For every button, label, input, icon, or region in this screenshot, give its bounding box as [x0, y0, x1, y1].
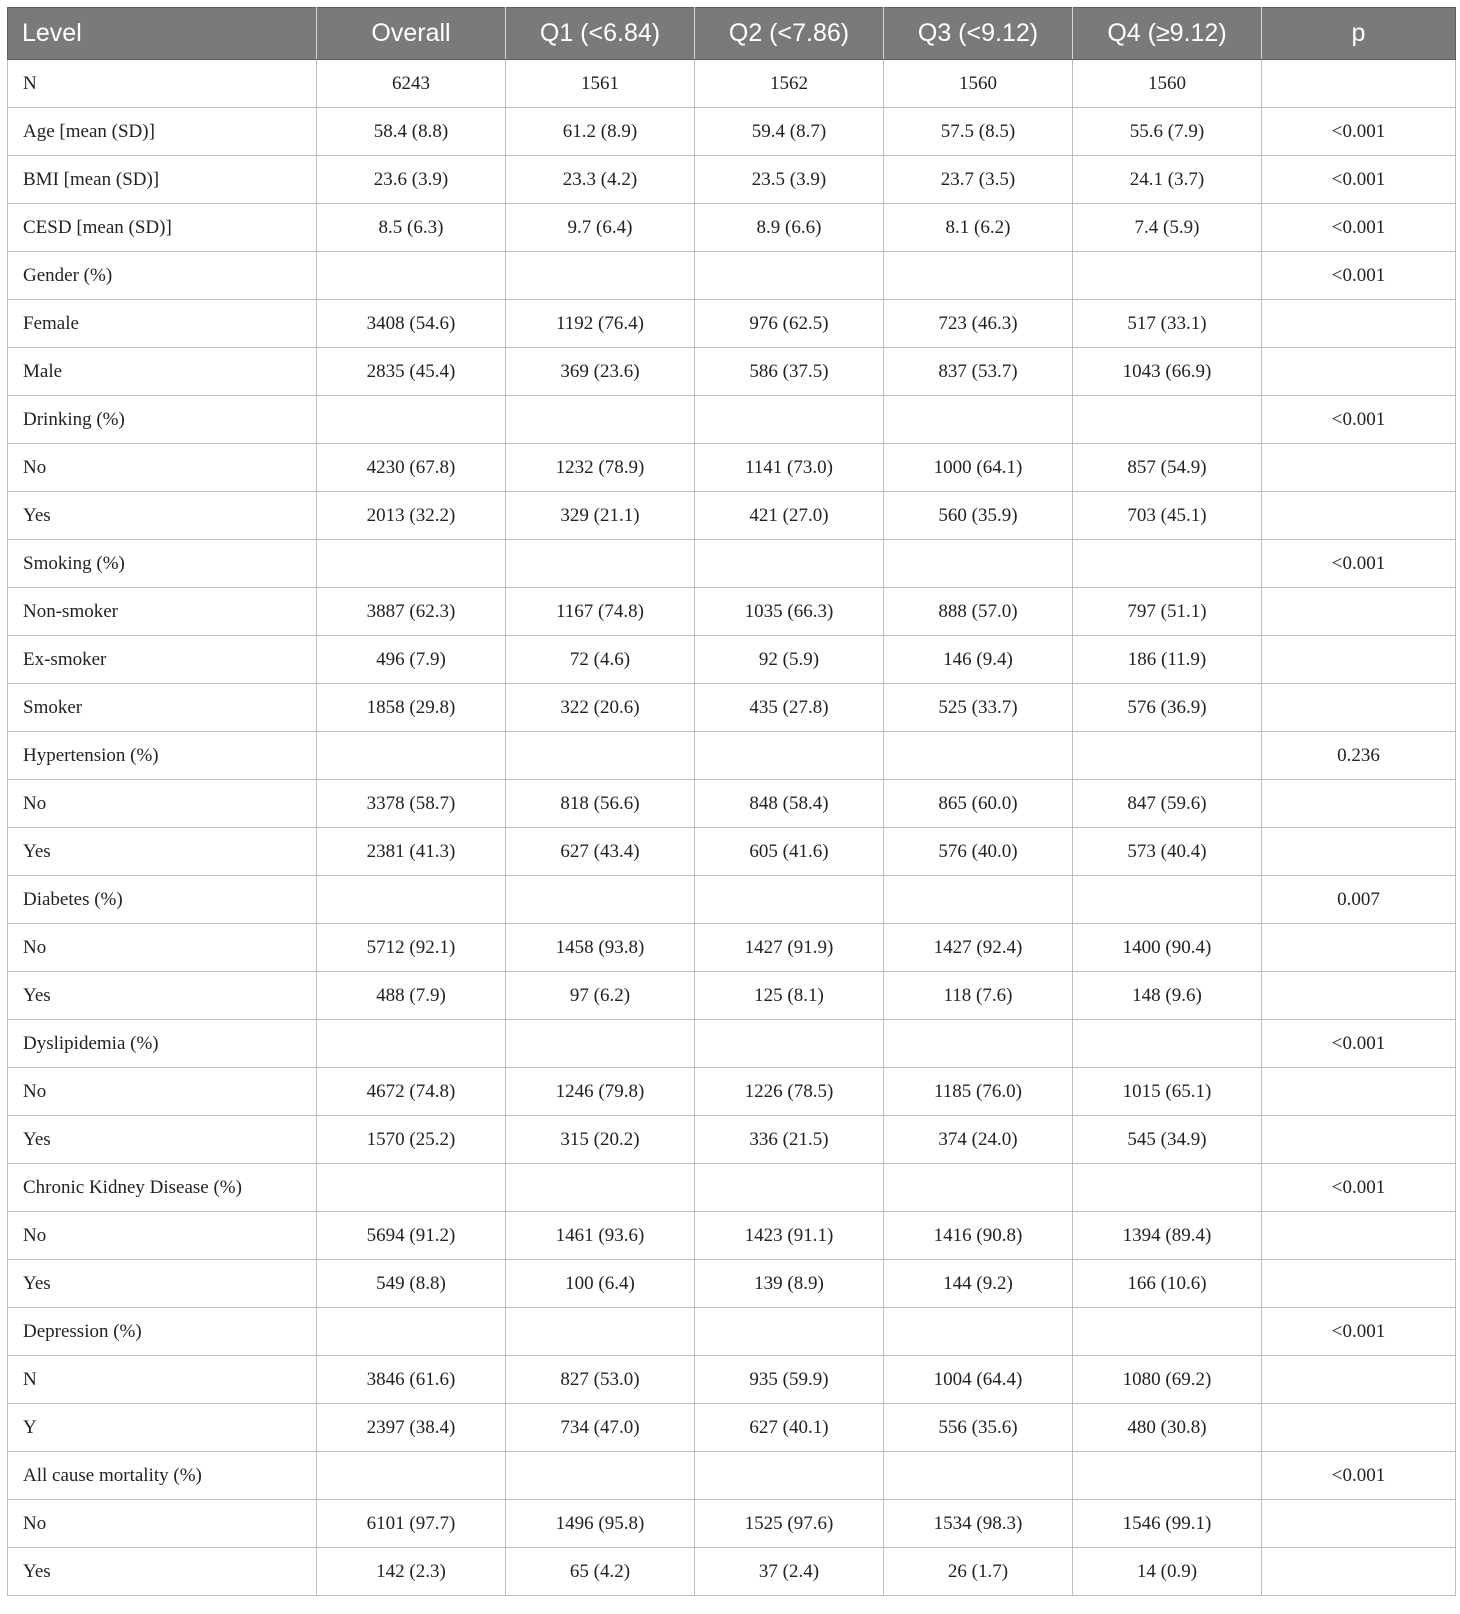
- cell-overall: 3887 (62.3): [317, 588, 506, 636]
- row-label: Yes: [8, 1548, 317, 1596]
- cell-p-value: 0.007: [1262, 876, 1456, 924]
- cell-p-value: <0.001: [1262, 156, 1456, 204]
- cell-p-value: [1262, 924, 1456, 972]
- cell-q2: [695, 1452, 884, 1500]
- table-row: [8, 636, 1456, 684]
- cell-q3: [884, 1020, 1073, 1068]
- cell-p-value: [1262, 444, 1456, 492]
- cell-q2: 92 (5.9): [695, 636, 884, 684]
- row-label: No: [8, 1068, 317, 1116]
- cell-q1: [506, 732, 695, 780]
- cell-q3: 556 (35.6): [884, 1404, 1073, 1452]
- cell-q3: [884, 876, 1073, 924]
- table-row: [8, 972, 1456, 1020]
- cell-q1: 818 (56.6): [506, 780, 695, 828]
- cell-overall: 6101 (97.7): [317, 1500, 506, 1548]
- cell-p-value: 0.236: [1262, 732, 1456, 780]
- cell-q1: 65 (4.2): [506, 1548, 695, 1596]
- cell-q2: [695, 1020, 884, 1068]
- cell-q3: 1004 (64.4): [884, 1356, 1073, 1404]
- table-row: [8, 1308, 1456, 1356]
- cell-q4: 480 (30.8): [1073, 1404, 1262, 1452]
- row-label: All cause mortality (%): [8, 1452, 317, 1500]
- row-label: Yes: [8, 1116, 317, 1164]
- table-row: [8, 252, 1456, 300]
- cell-q3: 8.1 (6.2): [884, 204, 1073, 252]
- cell-q2: [695, 1164, 884, 1212]
- cell-q3: [884, 396, 1073, 444]
- cell-q4: 1015 (65.1): [1073, 1068, 1262, 1116]
- cell-q3: 23.7 (3.5): [884, 156, 1073, 204]
- cell-q3: 144 (9.2): [884, 1260, 1073, 1308]
- row-label: N: [8, 60, 317, 108]
- cell-q1: 1458 (93.8): [506, 924, 695, 972]
- baseline-characteristics-table: [7, 7, 1456, 1596]
- cell-overall: 1570 (25.2): [317, 1116, 506, 1164]
- cell-overall: [317, 1452, 506, 1500]
- table-row: [8, 780, 1456, 828]
- cell-q1: 734 (47.0): [506, 1404, 695, 1452]
- cell-q4: [1073, 1452, 1262, 1500]
- row-label: Y: [8, 1404, 317, 1452]
- row-label: Yes: [8, 492, 317, 540]
- cell-p-value: <0.001: [1262, 1020, 1456, 1068]
- row-label: Chronic Kidney Disease (%): [8, 1164, 317, 1212]
- table-row: [8, 1212, 1456, 1260]
- cell-q1: 9.7 (6.4): [506, 204, 695, 252]
- cell-p-value: [1262, 60, 1456, 108]
- row-label: Gender (%): [8, 252, 317, 300]
- cell-q4: 7.4 (5.9): [1073, 204, 1262, 252]
- cell-q2: 59.4 (8.7): [695, 108, 884, 156]
- cell-q3: 1000 (64.1): [884, 444, 1073, 492]
- cell-q4: 1400 (90.4): [1073, 924, 1262, 972]
- cell-overall: 6243: [317, 60, 506, 108]
- table-row: [8, 204, 1456, 252]
- table-row: [8, 1356, 1456, 1404]
- table-row: [8, 876, 1456, 924]
- cell-q2: 627 (40.1): [695, 1404, 884, 1452]
- cell-q1: 1167 (74.8): [506, 588, 695, 636]
- row-label: Yes: [8, 972, 317, 1020]
- cell-overall: 2397 (38.4): [317, 1404, 506, 1452]
- row-label: Dyslipidemia (%): [8, 1020, 317, 1068]
- column-header-q2: Q2 (<7.86): [695, 8, 884, 60]
- column-header-level: Level: [8, 8, 317, 60]
- cell-p-value: [1262, 1356, 1456, 1404]
- cell-overall: 1858 (29.8): [317, 684, 506, 732]
- cell-q1: [506, 396, 695, 444]
- row-label: Yes: [8, 828, 317, 876]
- cell-overall: [317, 252, 506, 300]
- cell-overall: 8.5 (6.3): [317, 204, 506, 252]
- cell-q1: 1461 (93.6): [506, 1212, 695, 1260]
- cell-overall: 496 (7.9): [317, 636, 506, 684]
- row-label: No: [8, 1212, 317, 1260]
- cell-p-value: [1262, 780, 1456, 828]
- cell-q4: [1073, 732, 1262, 780]
- row-label: BMI [mean (SD)]: [8, 156, 317, 204]
- row-label: CESD [mean (SD)]: [8, 204, 317, 252]
- cell-overall: [317, 396, 506, 444]
- cell-overall: [317, 732, 506, 780]
- column-header-p: p: [1262, 8, 1456, 60]
- row-label: No: [8, 1500, 317, 1548]
- table-row: [8, 924, 1456, 972]
- row-label: Ex-smoker: [8, 636, 317, 684]
- cell-q1: 1192 (76.4): [506, 300, 695, 348]
- cell-q2: 1226 (78.5): [695, 1068, 884, 1116]
- cell-overall: 23.6 (3.9): [317, 156, 506, 204]
- cell-overall: 488 (7.9): [317, 972, 506, 1020]
- table-header: [8, 8, 1456, 60]
- cell-overall: 2381 (41.3): [317, 828, 506, 876]
- cell-q1: [506, 1308, 695, 1356]
- cell-q2: 1562: [695, 60, 884, 108]
- cell-q3: 723 (46.3): [884, 300, 1073, 348]
- cell-overall: [317, 1164, 506, 1212]
- cell-q4: 545 (34.9): [1073, 1116, 1262, 1164]
- column-header-q4: Q4 (≥9.12): [1073, 8, 1262, 60]
- cell-q4: 1043 (66.9): [1073, 348, 1262, 396]
- cell-q2: [695, 252, 884, 300]
- cell-p-value: [1262, 828, 1456, 876]
- cell-q3: 26 (1.7): [884, 1548, 1073, 1596]
- row-label: Yes: [8, 1260, 317, 1308]
- table-row: [8, 156, 1456, 204]
- cell-q4: [1073, 396, 1262, 444]
- cell-p-value: [1262, 300, 1456, 348]
- table-row: [8, 1500, 1456, 1548]
- table-row: [8, 1404, 1456, 1452]
- cell-q1: [506, 540, 695, 588]
- cell-q1: 23.3 (4.2): [506, 156, 695, 204]
- cell-q4: [1073, 1164, 1262, 1212]
- cell-q3: 1427 (92.4): [884, 924, 1073, 972]
- cell-q1: 369 (23.6): [506, 348, 695, 396]
- cell-q1: [506, 1452, 695, 1500]
- cell-p-value: <0.001: [1262, 108, 1456, 156]
- cell-q1: [506, 1020, 695, 1068]
- row-label: Hypertension (%): [8, 732, 317, 780]
- row-label: Female: [8, 300, 317, 348]
- table-row: [8, 1020, 1456, 1068]
- row-label: Male: [8, 348, 317, 396]
- row-label: No: [8, 780, 317, 828]
- cell-q3: 1560: [884, 60, 1073, 108]
- table-row: [8, 108, 1456, 156]
- cell-q1: [506, 252, 695, 300]
- cell-overall: 2013 (32.2): [317, 492, 506, 540]
- cell-p-value: <0.001: [1262, 396, 1456, 444]
- cell-q4: [1073, 876, 1262, 924]
- cell-q3: [884, 1452, 1073, 1500]
- cell-q4: 1080 (69.2): [1073, 1356, 1262, 1404]
- cell-q4: 703 (45.1): [1073, 492, 1262, 540]
- cell-p-value: [1262, 1116, 1456, 1164]
- cell-q3: 118 (7.6): [884, 972, 1073, 1020]
- cell-p-value: <0.001: [1262, 1308, 1456, 1356]
- cell-p-value: [1262, 492, 1456, 540]
- cell-q1: [506, 876, 695, 924]
- cell-q3: [884, 1308, 1073, 1356]
- cell-p-value: [1262, 1212, 1456, 1260]
- cell-q4: 166 (10.6): [1073, 1260, 1262, 1308]
- cell-overall: 2835 (45.4): [317, 348, 506, 396]
- cell-overall: [317, 1020, 506, 1068]
- cell-q2: [695, 396, 884, 444]
- cell-q2: 336 (21.5): [695, 1116, 884, 1164]
- cell-q3: [884, 252, 1073, 300]
- cell-p-value: [1262, 684, 1456, 732]
- row-label: Smoker: [8, 684, 317, 732]
- cell-overall: 142 (2.3): [317, 1548, 506, 1596]
- cell-q1: 627 (43.4): [506, 828, 695, 876]
- cell-q1: 100 (6.4): [506, 1260, 695, 1308]
- table-row: [8, 444, 1456, 492]
- cell-p-value: [1262, 588, 1456, 636]
- table-row: [8, 588, 1456, 636]
- row-label: No: [8, 924, 317, 972]
- cell-q4: 797 (51.1): [1073, 588, 1262, 636]
- table-row: [8, 828, 1456, 876]
- cell-q2: 435 (27.8): [695, 684, 884, 732]
- table-row: [8, 1068, 1456, 1116]
- row-label: No: [8, 444, 317, 492]
- cell-q3: 1534 (98.3): [884, 1500, 1073, 1548]
- cell-q2: 1423 (91.1): [695, 1212, 884, 1260]
- cell-overall: 3378 (58.7): [317, 780, 506, 828]
- row-label: Diabetes (%): [8, 876, 317, 924]
- cell-q1: 1496 (95.8): [506, 1500, 695, 1548]
- cell-q2: 605 (41.6): [695, 828, 884, 876]
- cell-q3: 560 (35.9): [884, 492, 1073, 540]
- cell-q4: 24.1 (3.7): [1073, 156, 1262, 204]
- cell-p-value: [1262, 1548, 1456, 1596]
- column-header-q3: Q3 (<9.12): [884, 8, 1073, 60]
- cell-p-value: <0.001: [1262, 1164, 1456, 1212]
- cell-overall: 5694 (91.2): [317, 1212, 506, 1260]
- cell-overall: 4672 (74.8): [317, 1068, 506, 1116]
- cell-q2: 139 (8.9): [695, 1260, 884, 1308]
- cell-q4: 1560: [1073, 60, 1262, 108]
- cell-q1: 1246 (79.8): [506, 1068, 695, 1116]
- cell-p-value: <0.001: [1262, 252, 1456, 300]
- cell-overall: [317, 876, 506, 924]
- cell-q1: 329 (21.1): [506, 492, 695, 540]
- cell-q4: 55.6 (7.9): [1073, 108, 1262, 156]
- table-row: [8, 1260, 1456, 1308]
- cell-p-value: [1262, 1404, 1456, 1452]
- row-label: Depression (%): [8, 1308, 317, 1356]
- cell-q3: 576 (40.0): [884, 828, 1073, 876]
- cell-overall: 5712 (92.1): [317, 924, 506, 972]
- cell-q3: 1185 (76.0): [884, 1068, 1073, 1116]
- cell-p-value: [1262, 1068, 1456, 1116]
- cell-p-value: [1262, 972, 1456, 1020]
- cell-overall: [317, 1308, 506, 1356]
- cell-q2: [695, 876, 884, 924]
- cell-q2: 37 (2.4): [695, 1548, 884, 1596]
- cell-q1: 72 (4.6): [506, 636, 695, 684]
- cell-p-value: <0.001: [1262, 540, 1456, 588]
- cell-q2: 8.9 (6.6): [695, 204, 884, 252]
- cell-q2: 1035 (66.3): [695, 588, 884, 636]
- cell-q1: 1232 (78.9): [506, 444, 695, 492]
- table-row: [8, 492, 1456, 540]
- cell-q4: 1546 (99.1): [1073, 1500, 1262, 1548]
- table-row: [8, 348, 1456, 396]
- cell-q3: 146 (9.4): [884, 636, 1073, 684]
- cell-q4: 186 (11.9): [1073, 636, 1262, 684]
- cell-q2: 1525 (97.6): [695, 1500, 884, 1548]
- cell-q1: 827 (53.0): [506, 1356, 695, 1404]
- cell-overall: 3846 (61.6): [317, 1356, 506, 1404]
- cell-q4: [1073, 252, 1262, 300]
- cell-q3: [884, 1164, 1073, 1212]
- cell-q4: 1394 (89.4): [1073, 1212, 1262, 1260]
- cell-q1: 61.2 (8.9): [506, 108, 695, 156]
- cell-overall: 549 (8.8): [317, 1260, 506, 1308]
- cell-overall: 58.4 (8.8): [317, 108, 506, 156]
- cell-q2: 1427 (91.9): [695, 924, 884, 972]
- cell-q1: 97 (6.2): [506, 972, 695, 1020]
- cell-p-value: [1262, 348, 1456, 396]
- table-row: [8, 1116, 1456, 1164]
- cell-q4: 576 (36.9): [1073, 684, 1262, 732]
- column-header-overall: Overall: [317, 8, 506, 60]
- cell-p-value: <0.001: [1262, 204, 1456, 252]
- cell-q1: [506, 1164, 695, 1212]
- row-label: Non-smoker: [8, 588, 317, 636]
- cell-q2: 935 (59.9): [695, 1356, 884, 1404]
- cell-q1: 315 (20.2): [506, 1116, 695, 1164]
- cell-q3: 374 (24.0): [884, 1116, 1073, 1164]
- table-row: [8, 1548, 1456, 1596]
- cell-q2: 1141 (73.0): [695, 444, 884, 492]
- table-body: [8, 60, 1456, 1596]
- cell-q3: 525 (33.7): [884, 684, 1073, 732]
- cell-q2: 23.5 (3.9): [695, 156, 884, 204]
- cell-q3: 1416 (90.8): [884, 1212, 1073, 1260]
- cell-q4: [1073, 540, 1262, 588]
- column-header-q1: Q1 (<6.84): [506, 8, 695, 60]
- cell-q2: [695, 540, 884, 588]
- cell-q2: 421 (27.0): [695, 492, 884, 540]
- cell-q2: [695, 732, 884, 780]
- cell-q3: 57.5 (8.5): [884, 108, 1073, 156]
- cell-q4: [1073, 1308, 1262, 1356]
- cell-p-value: [1262, 636, 1456, 684]
- cell-q3: [884, 732, 1073, 780]
- table-row: [8, 396, 1456, 444]
- row-label: Drinking (%): [8, 396, 317, 444]
- table-row: [8, 300, 1456, 348]
- cell-q4: 517 (33.1): [1073, 300, 1262, 348]
- cell-q4: 847 (59.6): [1073, 780, 1262, 828]
- cell-q2: 586 (37.5): [695, 348, 884, 396]
- cell-p-value: [1262, 1500, 1456, 1548]
- table-row: [8, 732, 1456, 780]
- cell-q1: 322 (20.6): [506, 684, 695, 732]
- cell-q2: 848 (58.4): [695, 780, 884, 828]
- cell-overall: [317, 540, 506, 588]
- table-row: [8, 540, 1456, 588]
- row-label: N: [8, 1356, 317, 1404]
- table-row: [8, 60, 1456, 108]
- row-label: Smoking (%): [8, 540, 317, 588]
- cell-q3: 865 (60.0): [884, 780, 1073, 828]
- table-row: [8, 684, 1456, 732]
- cell-p-value: <0.001: [1262, 1452, 1456, 1500]
- cell-q4: 573 (40.4): [1073, 828, 1262, 876]
- cell-q4: 857 (54.9): [1073, 444, 1262, 492]
- cell-overall: 4230 (67.8): [317, 444, 506, 492]
- cell-q2: [695, 1308, 884, 1356]
- cell-q2: 125 (8.1): [695, 972, 884, 1020]
- cell-q4: [1073, 1020, 1262, 1068]
- row-label: Age [mean (SD)]: [8, 108, 317, 156]
- cell-overall: 3408 (54.6): [317, 300, 506, 348]
- cell-q1: 1561: [506, 60, 695, 108]
- cell-q3: 837 (53.7): [884, 348, 1073, 396]
- header-row: [8, 8, 1456, 60]
- cell-q3: 888 (57.0): [884, 588, 1073, 636]
- cell-q4: 148 (9.6): [1073, 972, 1262, 1020]
- cell-p-value: [1262, 1260, 1456, 1308]
- cell-q4: 14 (0.9): [1073, 1548, 1262, 1596]
- cell-q3: [884, 540, 1073, 588]
- table-row: [8, 1164, 1456, 1212]
- cell-q2: 976 (62.5): [695, 300, 884, 348]
- table-row: [8, 1452, 1456, 1500]
